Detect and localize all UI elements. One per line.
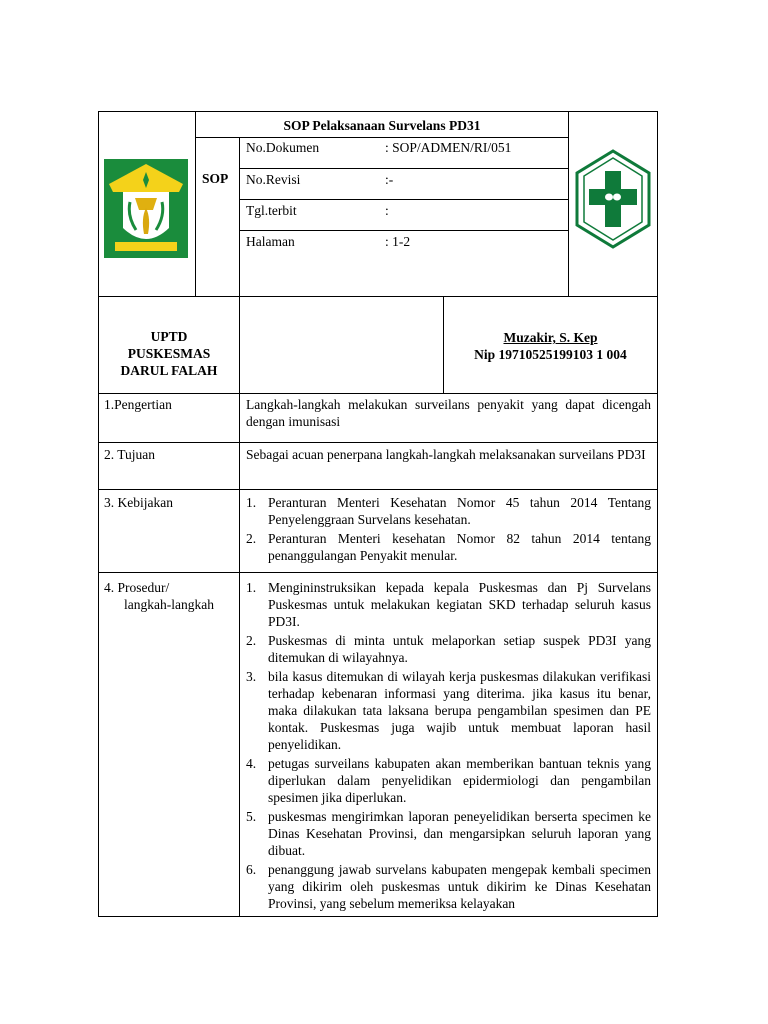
org-name	[98, 328, 240, 379]
prosedur-list	[246, 579, 651, 913]
sop-label-cell	[195, 137, 240, 297]
prosedur-item-number: 5.	[246, 809, 257, 824]
field-label-halaman: Halaman	[246, 234, 295, 249]
prosedur-item-text: penanggung jawab survelans kabupaten mengepak kembali specimen yang dikirim oleh puskesmas untuk dikirim ke Dinas Kesehatan Provinsi, yang sebelum memeriksa kelayakan	[268, 862, 651, 911]
puskesmas-logo-icon	[575, 149, 651, 249]
prosedur-item	[246, 755, 651, 806]
prosedur-item-text: bila kasus ditemukan di wilayah kerja puskesmas dilakukan verifikasi terhadap kebenaran informasi yang diterima. jika kasus itu benar, maka dilakukan tata laksana berupa pengambilan spesimen dan PE kontak. Puskesmas juga wajib untuk membuat laporan hasil penyelidikan.	[268, 669, 651, 752]
field-value-halaman: : 1-2	[385, 234, 411, 249]
sop-label: SOP	[202, 171, 229, 186]
prosedur-item	[246, 579, 651, 630]
kebijakan-item-number: 1.	[246, 495, 257, 510]
field-label-no-dokumen: No.Dokumen	[246, 140, 320, 155]
prosedur-item-text: Puskesmas di minta untuk melaporkan setiap suspek PD3I yang ditemukan di wilayahnya.	[268, 633, 651, 665]
sop-document	[98, 111, 658, 917]
prosedur-label-line-2: langkah-langkah	[124, 597, 214, 612]
pengertian-label: 1.Pengertian	[104, 397, 172, 412]
prosedur-label	[104, 579, 214, 613]
prosedur-item	[246, 861, 651, 912]
org-line-3: DARUL FALAH	[120, 363, 218, 378]
prosedur-item-number: 3.	[246, 669, 257, 684]
prosedur-item	[246, 668, 651, 753]
kebijakan-item	[246, 530, 651, 564]
prosedur-item-text: petugas surveilans kabupaten akan memberikan bantuan teknis yang diperlukan dalam penyelidikan epidermiologi dan pengambilan spesimen jika diperlukan.	[268, 756, 651, 805]
prosedur-item-number: 2.	[246, 633, 257, 648]
org-line-1: UPTD	[150, 329, 188, 344]
pengertian-text: Langkah-langkah melakukan surveilans penyakit yang dapat dicengah dengan imunisasi	[246, 397, 651, 429]
kebijakan-item-text: Peranturan Menteri kesehatan Nomor 82 tahun 2014 tentang penanggulangan Penyakit menular.	[268, 531, 651, 563]
field-label-no-revisi: No.Revisi	[246, 172, 301, 187]
kebijakan-item-text: Peranturan Menteri Kesehatan Nomor 45 tahun 2014 Tentang Penyelenggraan Survelans kesehatan.	[268, 495, 651, 527]
prosedur-item-text: Mengininstruksikan kepada kepala Puskesmas dan Pj Survelans Puskesmas untuk melakukan kegiatan SKD terhadap seluruh kasus PD3I.	[268, 580, 651, 629]
field-value-no-dokumen: : SOP/ADMEN/RI/051	[385, 140, 512, 155]
kebijakan-item	[246, 494, 651, 528]
kebijakan-item-number: 2.	[246, 531, 257, 546]
prosedur-item	[246, 808, 651, 859]
signatory-name: Muzakir, S. Kep	[503, 330, 598, 345]
tujuan-text: Sebagai acuan penerpana langkah-langkah melaksanakan surveilans PD3I	[246, 447, 646, 462]
org-line-2: PUSKESMAS	[127, 346, 211, 361]
prosedur-item-number: 4.	[246, 756, 257, 771]
prosedur-label-line-1: 4. Prosedur/	[104, 580, 170, 595]
prosedur-label-cell	[98, 572, 240, 917]
kebijakan-list	[246, 494, 651, 566]
kebijakan-label: 3. Kebijakan	[104, 495, 173, 510]
signatory-block	[443, 329, 658, 363]
blank-cell	[239, 296, 444, 394]
signatory-nip: Nip 19710525199103 1 004	[474, 347, 627, 362]
prosedur-item-number: 6.	[246, 862, 257, 877]
field-value-tgl-terbit: :	[385, 203, 389, 218]
prosedur-item-text: puskesmas mengirimkan laporan peneyelidikan berserta specimen ke Dinas Kesehatan Provinsi, dan mengarsipkan seluruh laporan yang dibuat.	[268, 809, 651, 858]
aceh-crest-logo-icon	[103, 158, 189, 262]
field-value-no-revisi: :-	[385, 172, 394, 187]
tujuan-label: 2. Tujuan	[104, 447, 156, 462]
prosedur-item-number: 1.	[246, 580, 257, 595]
prosedur-item	[246, 632, 651, 666]
document-title: SOP Pelaksanaan Survelans PD31	[283, 118, 481, 133]
field-label-tgl-terbit: Tgl.terbit	[246, 203, 297, 218]
